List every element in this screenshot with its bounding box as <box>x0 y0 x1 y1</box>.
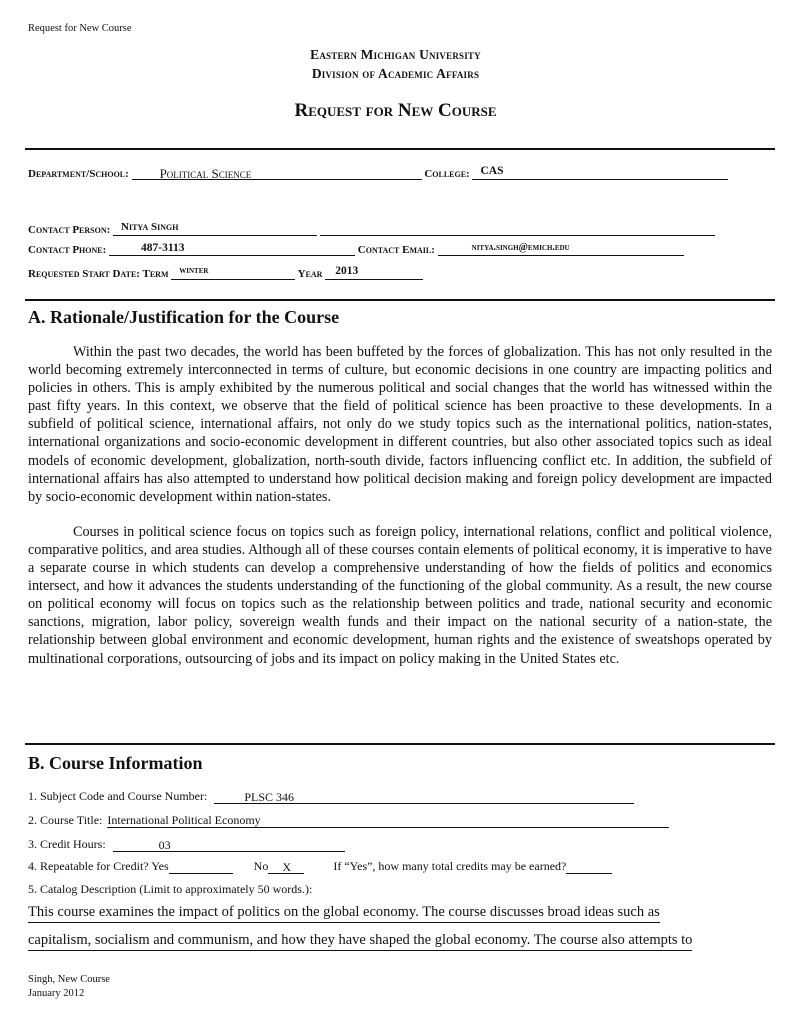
credit-hours-row <box>28 837 345 852</box>
repeatable-yes-field[interactable] <box>169 859 233 874</box>
contact-phone-field[interactable]: 487-3113 <box>109 242 355 256</box>
college-field[interactable]: CAS <box>472 165 728 180</box>
catalog-line-2: capitalism, socialism and communism, and how they have shaped the global economy. The course also attempts to <box>28 932 692 951</box>
course-title-row <box>28 813 669 828</box>
credit-hours-label: 3. Credit Hours: <box>28 837 106 851</box>
course-number-field[interactable]: PLSC 346 <box>214 790 634 804</box>
repeatable-row <box>28 859 612 874</box>
footer-line-1: Singh, New Course <box>28 974 110 985</box>
contact-person-blank <box>320 221 715 236</box>
contact-email-field[interactable]: nitya.singh@emich.edu <box>438 242 684 256</box>
college-label: College: <box>424 168 470 180</box>
catalog-line-1: This course examines the impact of politics on the global economy. The course discusses broad ideas such as <box>28 904 660 923</box>
start-date-row <box>28 265 423 280</box>
form-divider <box>25 299 775 301</box>
page-footer <box>28 973 110 1001</box>
contact-email-label: Contact Email: <box>357 244 435 256</box>
contact-person-field[interactable]: Nitya Singh <box>113 221 317 236</box>
department-field[interactable]: Political Science <box>132 166 422 180</box>
repeatable-no-field[interactable]: X <box>268 860 304 874</box>
repeatable-yes-label: Yes <box>151 859 169 873</box>
credit-hours-field[interactable]: 03 <box>113 838 345 852</box>
rationale-text <box>28 343 772 668</box>
year-label: Year <box>297 268 323 280</box>
catalog-description <box>28 904 772 960</box>
section-a-heading: A. Rationale/Justification for the Course <box>28 307 340 327</box>
course-title-label: 2. Course Title: <box>28 813 103 827</box>
footer-line-2: January 2012 <box>28 988 85 999</box>
contact-person-label: Contact Person: <box>28 224 111 236</box>
department-label: Department/School: <box>28 168 129 180</box>
start-date-label: Requested Start Date: Term <box>28 268 169 280</box>
repeatable-no-label: No <box>253 859 269 873</box>
running-head: Request for New Course <box>28 23 132 34</box>
year-field[interactable]: 2013 <box>325 265 423 280</box>
course-number-label: 1. Subject Code and Course Number: <box>28 789 208 803</box>
repeatable-label: 4. Repeatable for Credit? <box>28 859 149 873</box>
course-title-field[interactable]: International Political Economy <box>107 813 669 828</box>
section-b-divider <box>25 743 775 745</box>
department-row <box>28 165 728 180</box>
form-title: Request for New Course <box>294 100 497 121</box>
term-field[interactable]: winter <box>171 265 295 280</box>
total-credits-label: If “Yes”, how many total credits may be earned? <box>333 859 567 873</box>
university-name: Eastern Michigan University <box>310 47 481 62</box>
catalog-description-label: 5. Catalog Description (Limit to approximately 50 words.): <box>28 882 313 896</box>
rationale-paragraph-1: Within the past two decades, the world has been buffeted by the forces of globalization. This has not only resulted in the world becoming extremely interconnected in terms of culture, but economic decisions in one country are impacting politics and policies in others. This is amply exhibited by the numerous political and social changes that the world has witnessed within the past fifty years. In this context, we observe that the field of political science has been proactive to these developments. In a subfield of political science, international affairs, not only do we study topics such as the international politics, nation-states, international organizations and socio-economic development in different countries, but also other associated topics such as ideal models of economic development, globalization, north-south divide, factors influencing conflict etc. In addition, the subfield of international affairs has also attempted to understand how political decision making and foreign policy development are impacted by socio-economic development within nation-states. <box>28 344 772 505</box>
rationale-paragraph-2: Courses in political science focus on topics such as foreign policy, international relations, conflict and political violence, comparative politics, and area studies. Although all of these courses contain elements of political economy, it is imperative to have a separate course in which students can develop a comprehensive understanding of how the fields of politics and economics intersect, and how it advances the students understanding of the functioning of the global community. As a result, the new course on political economy will focus on topics such as the relationship between politics and trade, national security and economic sanctions, migration, labor policy, sovereign wealth funds and their impact on the national security of a nation-state, the relationship between global environment and economic development, human rights and the existence of sweatshops operated by multinational corporations, outsourcing of jobs and its impact on policy making in the United States etc. <box>28 523 772 667</box>
division-name: Division of Academic Affairs <box>311 66 480 81</box>
course-number-row <box>28 789 634 804</box>
contact-phone-label: Contact Phone: <box>28 244 107 256</box>
section-b-heading: B. Course Information <box>28 753 203 773</box>
contact-phone-row <box>28 242 684 256</box>
total-credits-field[interactable] <box>566 859 612 874</box>
header-divider <box>25 148 775 150</box>
contact-person-row <box>28 221 715 236</box>
